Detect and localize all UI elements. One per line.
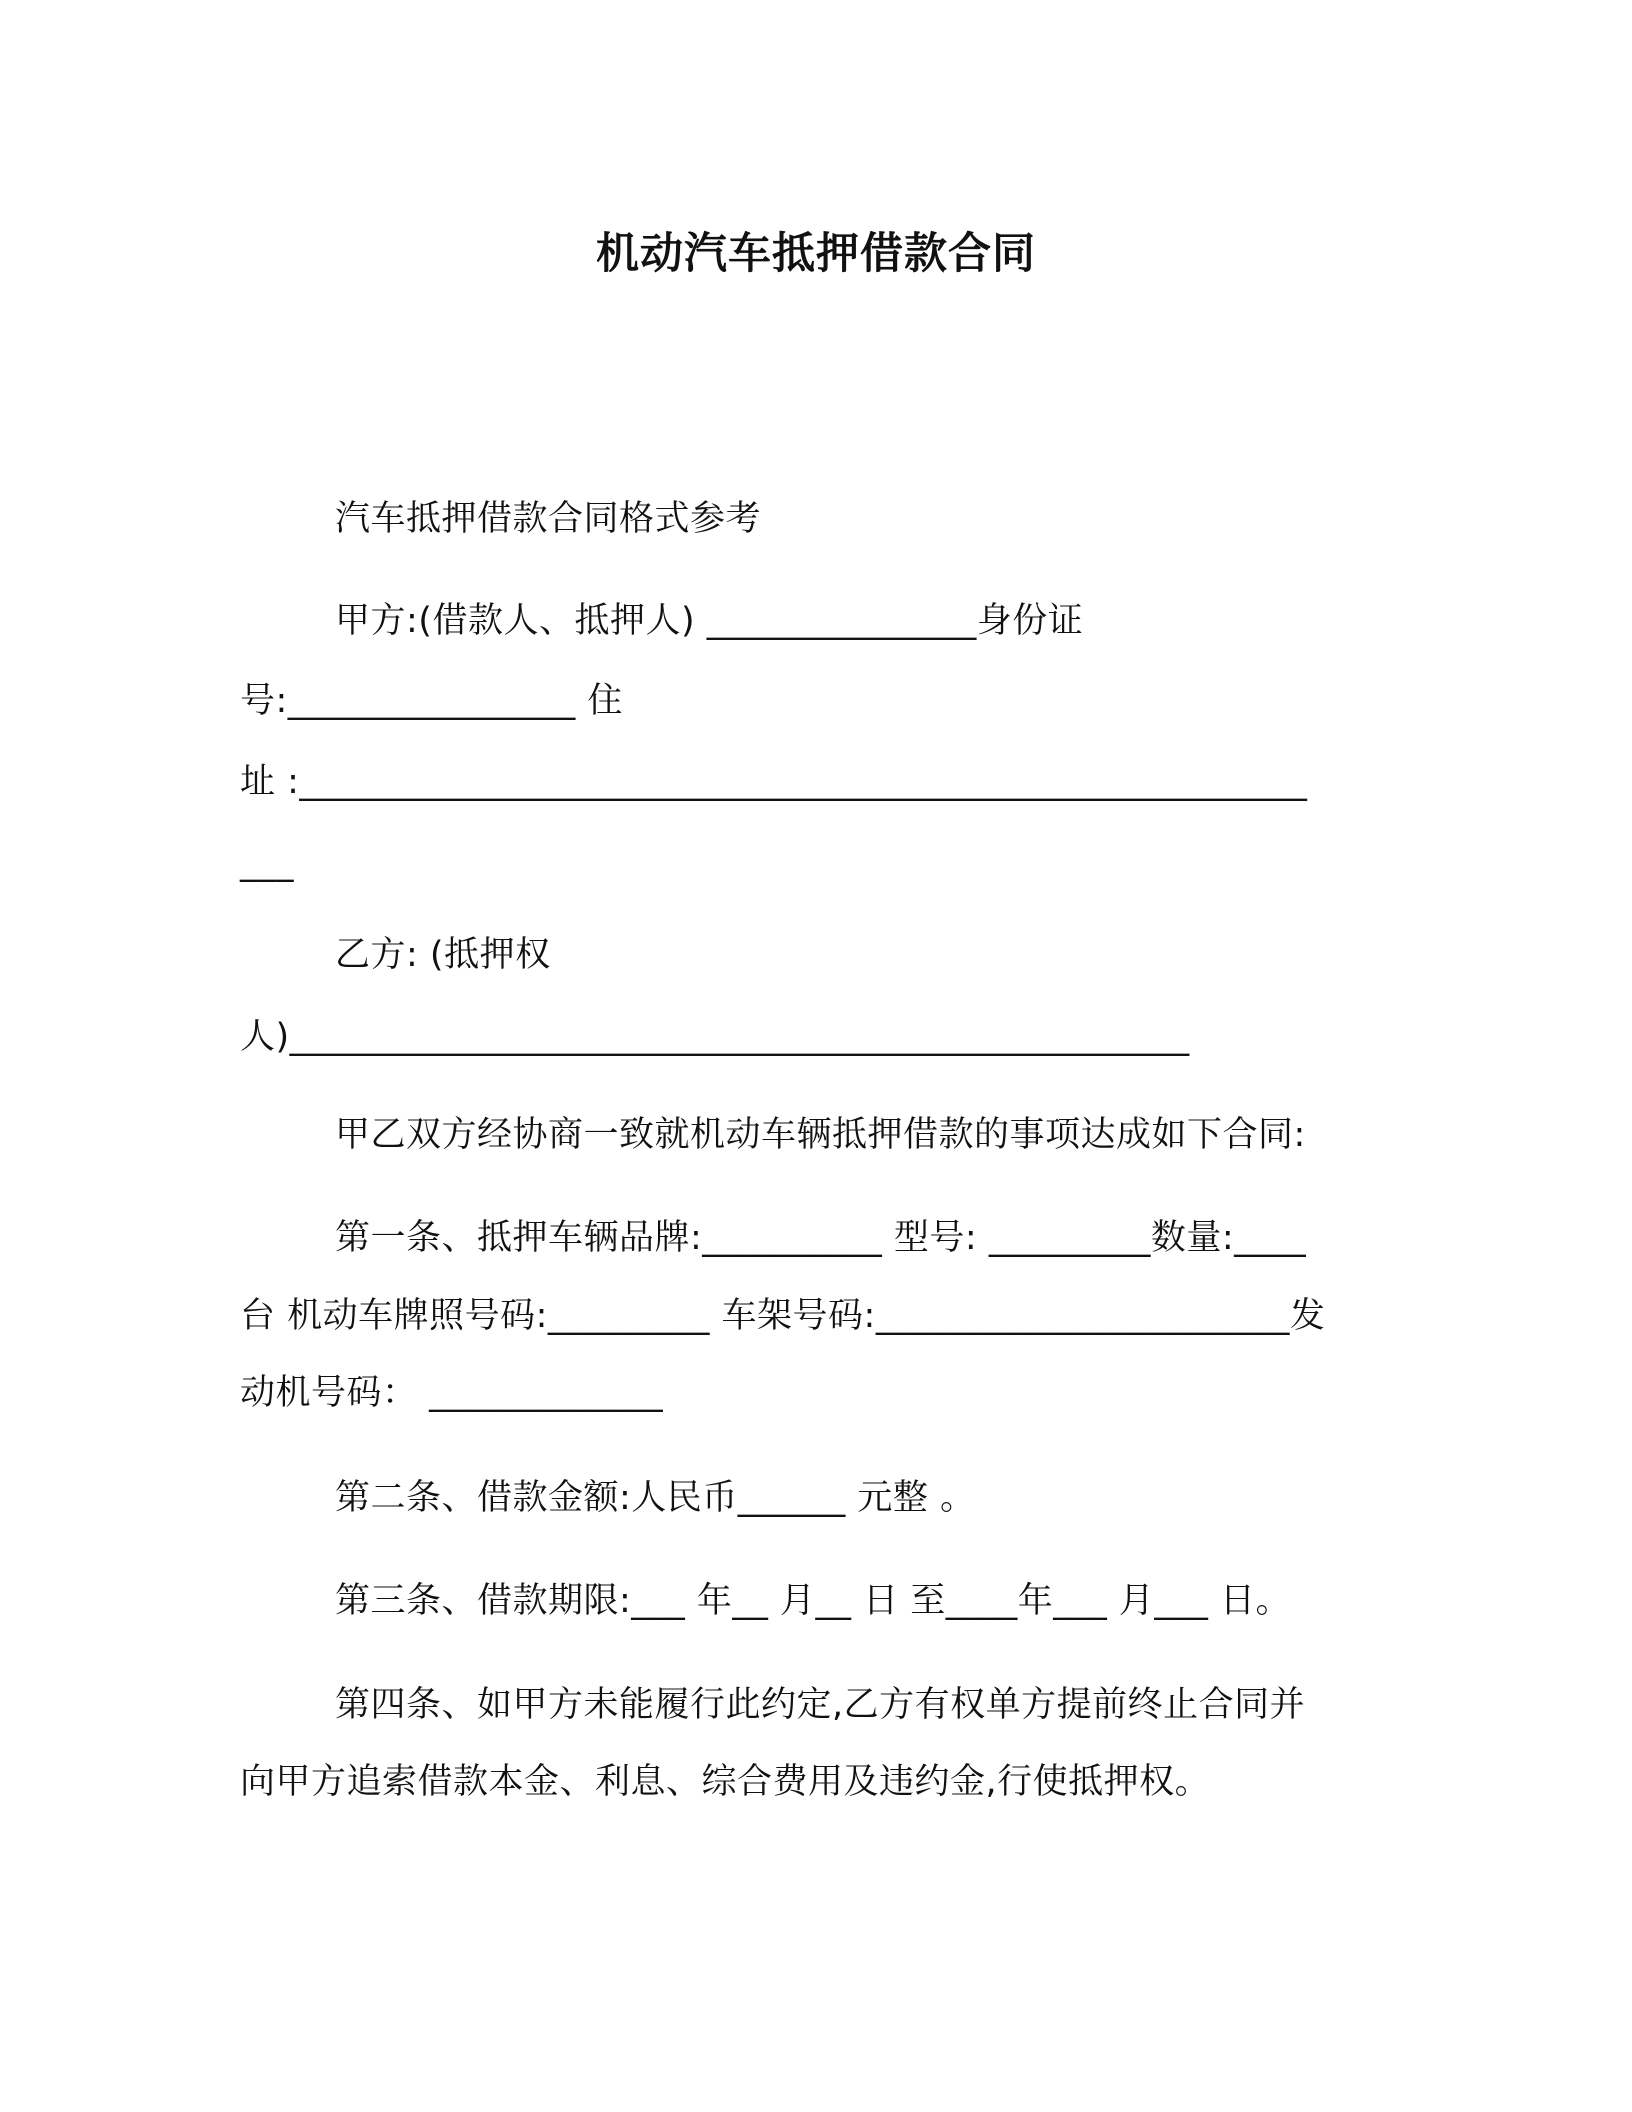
article-1-line: 第一条、抵押车辆品牌:__________ 型号: _________数量:____	[335, 1218, 1307, 1258]
article-3-line: 第三条、借款期限:___ 年__ 月__ 日 至____年___ 月___ 日。	[335, 1581, 1292, 1621]
party-b-cont-line: 人)__________________________________________________	[240, 1017, 1190, 1057]
article-2-line: 第二条、借款金额:人民币______ 元整 。	[335, 1478, 976, 1518]
party-a-address-cont-line: ___	[240, 843, 294, 883]
article-1-engine-line: 动机号码： _____________	[240, 1373, 664, 1413]
party-a-address-line: 址 :________________________________________________________	[240, 762, 1308, 802]
party-b-line: 乙方: (抵押权	[335, 935, 551, 975]
party-a-id-line: 号:________________ 住	[240, 681, 623, 721]
party-a-line: 甲方:(借款人、抵押人) _______________身份证	[335, 601, 1084, 641]
subtitle-line: 汽车抵押借款合同格式参考	[335, 499, 762, 539]
article-1-cont-line: 台 机动车牌照号码:_________ 车架号码:_______________________发	[240, 1296, 1326, 1336]
article-4-line: 第四条、如甲方未能履行此约定,乙方有权单方提前终止合同并	[335, 1685, 1306, 1725]
document-title: 机动汽车抵押借款合同	[596, 229, 1036, 279]
agreement-intro-line: 甲乙双方经协商一致就机动车辆抵押借款的事项达成如下合同:	[335, 1115, 1306, 1155]
article-4-cont-line: 向甲方追索借款本金、利息、综合费用及违约金,行使抵押权。	[240, 1762, 1211, 1802]
